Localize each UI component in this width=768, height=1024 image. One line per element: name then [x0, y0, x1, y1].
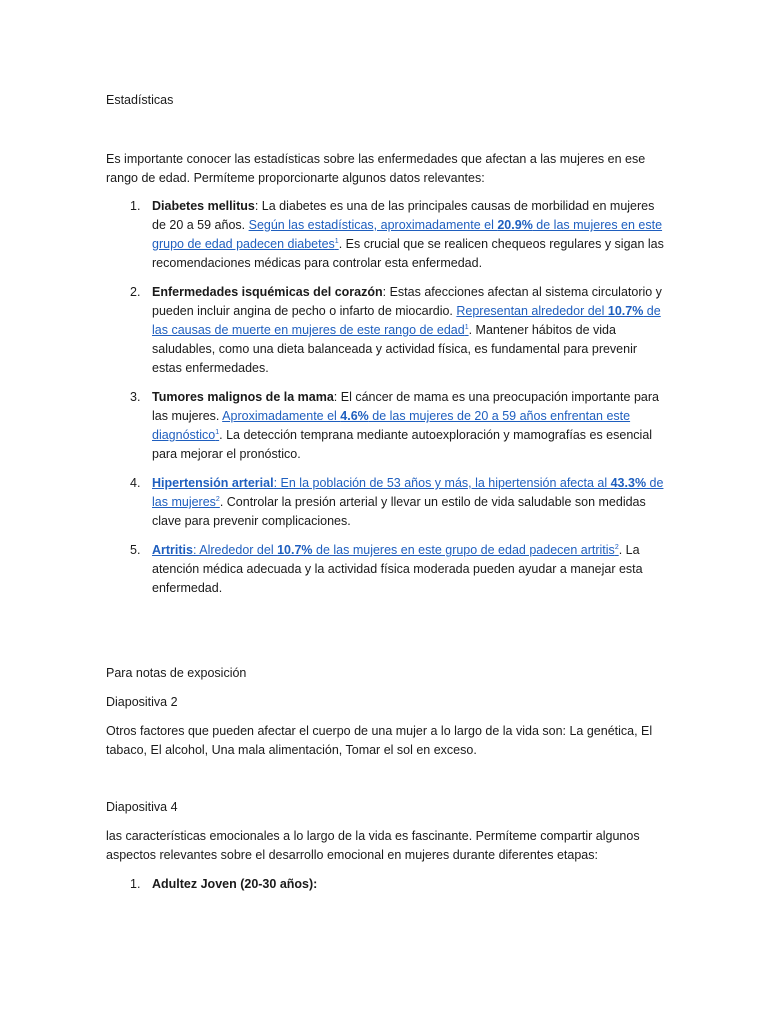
list-item [106, 388, 666, 464]
item-text: : Estas afecciones afectan al sistema circulatorio y pueden incluir angina de pecho o infarto de miocardio. [152, 285, 662, 318]
notes-heading: Para notas de exposición [106, 666, 247, 680]
item-text: : La diabetes es una de las principales causas de morbilidad en mujeres de 20 a 59 años. [152, 199, 655, 232]
slide4-text: las características emocionales a lo largo de la vida es fascinante. Permíteme compartir algunos aspectos relevantes sobre el desarrollo emocional en mujeres durante diferentes etapas: [106, 829, 640, 862]
title-estadisticas: Estadísticas [106, 93, 174, 107]
list-number: 1. [130, 199, 141, 213]
stage-label: Adultez Joven (20-30 años): [152, 877, 318, 891]
source-link[interactable]: Hipertensión arterial: En la población de 53 años y más, la hipertensión afecta al 43.3% de las mujeres$^2$ [152, 476, 664, 509]
source-link[interactable]: Según las estadísticas, aproximadamente el 20.9% de las mujeres en este grupo de edad padecen diabetes$^1$ [152, 218, 663, 251]
item-text: . Es crucial que se realicen chequeos regulares y sigan las recomendaciones médicas para controlar esta enfermedad. [152, 237, 664, 270]
item-text: . Mantener hábitos de vida saludables, como una dieta balanceada y actividad física, es fundamental para prevenir estas enfermedades. [152, 323, 638, 375]
slide2-text: Otros factores que pueden afectar el cuerpo de una mujer a lo largo de la vida son: La genética, El tabaco, El alcohol, Una mala alimentación, Tomar el sol en exceso. [106, 724, 653, 757]
footnote-ref: 1 [334, 238, 339, 245]
statistics-list [106, 197, 666, 598]
item-term: Enfermedades isquémicas del corazón [152, 285, 383, 299]
source-link[interactable]: Aproximadamente el 4.6% de las mujeres de 20 a 59 años enfrentan este diagnóstico$^1$ [152, 409, 631, 442]
list-number: 4. [130, 476, 141, 490]
list-number: 1. [130, 877, 141, 891]
list-number: 5. [130, 543, 141, 557]
item-term: Diabetes mellitus [152, 199, 255, 213]
list-item [106, 875, 666, 894]
list-number: 3. [130, 390, 141, 404]
list-item [106, 541, 666, 598]
footnote-ref: 1 [464, 324, 469, 331]
footnote-ref: 2 [215, 496, 220, 503]
item-text: : El cáncer de mama es una preocupación importante para las mujeres. [152, 390, 659, 423]
list-item [106, 474, 666, 531]
intro-paragraph: Es importante conocer las estadísticas sobre las enfermedades que afectan a las mujeres en ese rango de edad. Permíteme proporcionarte algunos datos relevantes: [106, 152, 646, 185]
item-text: . La detección temprana mediante autoexploración y mamografías es esencial para mejorar el pronóstico. [152, 428, 653, 461]
source-link[interactable]: Representan alrededor del 10.7% de las causas de muerte en mujeres de este rango de edad$^1$ [152, 304, 661, 337]
list-item [106, 197, 666, 273]
footnote-ref: 2 [614, 544, 619, 551]
slide2-heading: Diapositiva 2 [106, 695, 178, 709]
item-term: Tumores malignos de la mama [152, 390, 334, 404]
item-text: . Controlar la presión arterial y llevar un estilo de vida saludable son medidas clave para prevenir complicaciones. [152, 495, 646, 528]
source-link[interactable]: Artritis: Alrededor del 10.7% de las mujeres en este grupo de edad padecen artritis$^2$ [152, 543, 619, 557]
list-number: 2. [130, 285, 141, 299]
item-text: . La atención médica adecuada y la actividad física moderada pueden ayudar a manejar esta enfermedad. [152, 543, 643, 595]
footnote-ref: 1 [215, 429, 220, 436]
list-item [106, 283, 666, 378]
stages-list [106, 875, 666, 894]
slide4-heading: Diapositiva 4 [106, 800, 178, 814]
